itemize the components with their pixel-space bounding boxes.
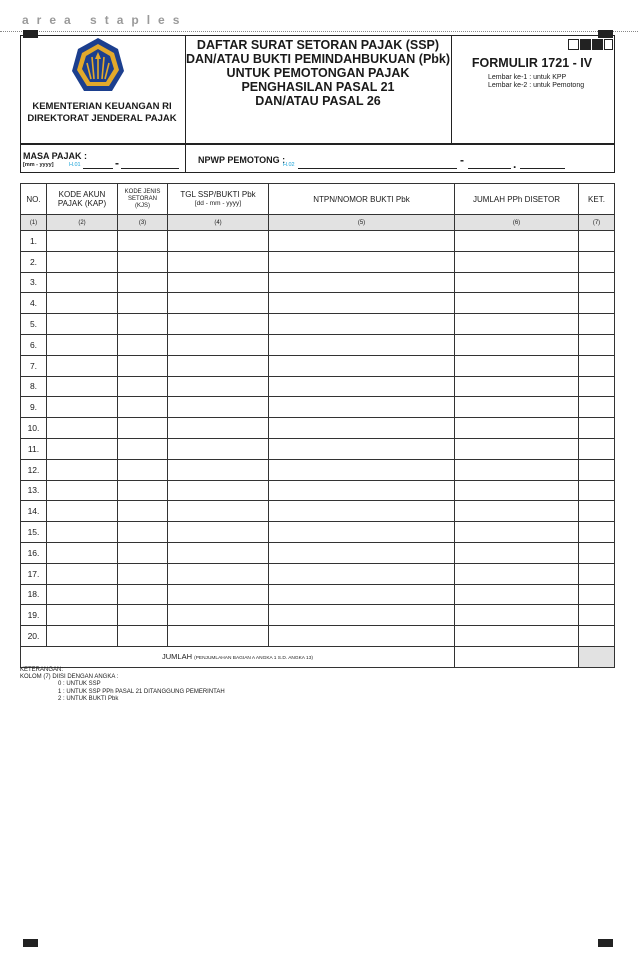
- ket-cell[interactable]: [579, 231, 615, 252]
- kjs-cell[interactable]: [118, 293, 168, 314]
- column-number: (3): [118, 215, 168, 231]
- ket-cell[interactable]: [579, 397, 615, 418]
- col-header-no: NO.: [21, 184, 47, 215]
- row-number: 15.: [21, 522, 47, 543]
- form-square-filled-icon: [580, 39, 591, 50]
- ssp-table: [20, 183, 615, 668]
- registration-mark: [23, 939, 38, 947]
- jumlah-cell[interactable]: [455, 542, 579, 563]
- jumlah-cell[interactable]: [455, 231, 579, 252]
- ntpn-cell[interactable]: [269, 480, 455, 501]
- kap-cell[interactable]: [47, 314, 118, 335]
- ministry-name: [20, 101, 184, 125]
- kap-cell[interactable]: [47, 418, 118, 439]
- ntpn-cell[interactable]: [269, 355, 455, 376]
- ntpn-cell[interactable]: [269, 605, 455, 626]
- table-row: [21, 355, 615, 376]
- column-number: (2): [47, 215, 118, 231]
- masa-month-field[interactable]: [83, 168, 113, 169]
- tgl-cell[interactable]: [168, 542, 269, 563]
- jumlah-cell[interactable]: [455, 438, 579, 459]
- tgl-cell[interactable]: [168, 272, 269, 293]
- jumlah-cell[interactable]: [455, 563, 579, 584]
- table-row: [21, 293, 615, 314]
- registration-mark: [598, 939, 613, 947]
- row-number: 20.: [21, 626, 47, 647]
- column-number-row: [21, 215, 615, 231]
- table-row: [21, 501, 615, 522]
- lembar-line: Lembar ke-2 : untuk Pemotong: [488, 82, 585, 89]
- ket-cell[interactable]: [579, 522, 615, 543]
- table-row: [21, 397, 615, 418]
- row-number: 16.: [21, 542, 47, 563]
- ntpn-cell[interactable]: [269, 314, 455, 335]
- table-row: [21, 480, 615, 501]
- kjs-cell[interactable]: [118, 584, 168, 605]
- kap-cell[interactable]: [47, 293, 118, 314]
- tgl-cell[interactable]: [168, 355, 269, 376]
- masa-pajak-label: MASA PAJAK :: [23, 151, 88, 161]
- ket-cell[interactable]: [579, 542, 615, 563]
- ministry-line2: DIREKTORAT JENDERAL PAJAK: [27, 113, 177, 124]
- kap-cell[interactable]: [47, 334, 118, 355]
- ntpn-cell[interactable]: [269, 626, 455, 647]
- title-line: DAFTAR SURAT SETORAN PAJAK (SSP): [196, 38, 440, 52]
- kjs-cell[interactable]: [118, 376, 168, 397]
- tgl-cell[interactable]: [168, 563, 269, 584]
- keterangan: [20, 667, 225, 703]
- npwp-code: H.02: [283, 162, 295, 168]
- ket-cell[interactable]: [579, 480, 615, 501]
- kap-cell[interactable]: [47, 231, 118, 252]
- kjs-cell[interactable]: [118, 480, 168, 501]
- column-number: (5): [269, 215, 455, 231]
- table-row: [21, 231, 615, 252]
- kap-cell[interactable]: [47, 251, 118, 272]
- ket-cell[interactable]: [579, 459, 615, 480]
- masa-pajak-format: [mm - yyyy]: [23, 162, 54, 168]
- kjs-cell[interactable]: [118, 522, 168, 543]
- tgl-cell[interactable]: [168, 522, 269, 543]
- tgl-cell[interactable]: [168, 293, 269, 314]
- npwp-main-field[interactable]: [298, 168, 457, 169]
- kjs-cell[interactable]: [118, 438, 168, 459]
- form-square-filled-icon: [592, 39, 603, 50]
- tgl-cell[interactable]: [168, 314, 269, 335]
- table-row: [21, 459, 615, 480]
- table-row: [21, 418, 615, 439]
- masa-year-field[interactable]: [121, 168, 179, 169]
- jumlah-ket-cell: [579, 646, 615, 667]
- jumlah-cell[interactable]: [455, 626, 579, 647]
- table-row: [21, 522, 615, 543]
- ket-cell[interactable]: [579, 501, 615, 522]
- jumlah-label: JUMLAH: [161, 652, 192, 662]
- tgl-cell[interactable]: [168, 438, 269, 459]
- table-row: [21, 626, 615, 647]
- tgl-cell[interactable]: [168, 376, 269, 397]
- kap-cell[interactable]: [47, 438, 118, 459]
- ntpn-cell[interactable]: [269, 418, 455, 439]
- kjs-cell[interactable]: [118, 418, 168, 439]
- column-number: (1): [21, 215, 47, 231]
- ntpn-cell[interactable]: [269, 584, 455, 605]
- tgl-cell[interactable]: [168, 605, 269, 626]
- tgl-cell[interactable]: [168, 459, 269, 480]
- tgl-cell[interactable]: [168, 251, 269, 272]
- col-header-tgl: [168, 184, 269, 215]
- ministry-emblem-icon: [68, 37, 128, 95]
- table-row: [21, 542, 615, 563]
- jumlah-cell[interactable]: [455, 397, 579, 418]
- ntpn-cell[interactable]: [269, 397, 455, 418]
- keterangan-item: 2 : UNTUK BUKTI Pbk: [58, 695, 119, 702]
- ket-cell[interactable]: [579, 626, 615, 647]
- tgl-cell[interactable]: [168, 626, 269, 647]
- tgl-cell[interactable]: [168, 334, 269, 355]
- tgl-cell[interactable]: [168, 501, 269, 522]
- ket-cell[interactable]: [579, 293, 615, 314]
- title-line: UNTUK PEMOTONGAN PAJAK: [226, 66, 410, 80]
- keterangan-line: KOLOM (7) DIISI DENGAN ANGKA :: [20, 674, 119, 681]
- col-header-kjs: KODE JENIS SETORAN (KJS): [118, 184, 168, 215]
- ket-cell[interactable]: [579, 314, 615, 335]
- kap-cell[interactable]: [47, 376, 118, 397]
- ket-cell[interactable]: [579, 438, 615, 459]
- col-header-kap: KODE AKUN PAJAK (KAP): [47, 184, 118, 215]
- column-number: (4): [168, 215, 269, 231]
- jumlah-cell[interactable]: [455, 418, 579, 439]
- jumlah-cell[interactable]: [455, 480, 579, 501]
- ket-cell[interactable]: [579, 584, 615, 605]
- jumlah-cell[interactable]: [455, 314, 579, 335]
- col-header-jumlah: JUMLAH PPh DISETOR: [455, 184, 579, 215]
- ntpn-cell[interactable]: [269, 293, 455, 314]
- ket-cell[interactable]: [579, 272, 615, 293]
- jumlah-cell[interactable]: [455, 459, 579, 480]
- ntpn-cell[interactable]: [269, 522, 455, 543]
- table-row: [21, 584, 615, 605]
- ntpn-cell[interactable]: [269, 459, 455, 480]
- row-number: 17.: [21, 563, 47, 584]
- form-square-icon: [568, 39, 579, 50]
- row-number: 13.: [21, 480, 47, 501]
- row-number: 8.: [21, 376, 47, 397]
- jumlah-cell[interactable]: [455, 355, 579, 376]
- kap-cell[interactable]: [47, 459, 118, 480]
- table-header-row: [21, 184, 615, 215]
- kap-cell[interactable]: [47, 355, 118, 376]
- tgl-cell[interactable]: [168, 480, 269, 501]
- jumlah-cell[interactable]: [455, 605, 579, 626]
- jumlah-cell[interactable]: [455, 334, 579, 355]
- kjs-cell[interactable]: [118, 626, 168, 647]
- ntpn-cell[interactable]: [269, 334, 455, 355]
- ntpn-cell[interactable]: [269, 251, 455, 272]
- ntpn-cell[interactable]: [269, 231, 455, 252]
- masa-separator: -: [115, 156, 119, 170]
- ket-cell[interactable]: [579, 418, 615, 439]
- row-number: 2.: [21, 251, 47, 272]
- kjs-cell[interactable]: [118, 605, 168, 626]
- lembar-line: Lembar ke-1 : untuk KPP: [488, 74, 567, 81]
- title-line: PENGHASILAN PASAL 21: [241, 80, 395, 94]
- kap-cell[interactable]: [47, 522, 118, 543]
- form-title: [185, 38, 451, 108]
- col-header-ket: KET.: [579, 184, 615, 215]
- kjs-cell[interactable]: [118, 542, 168, 563]
- jumlah-label-cell: [21, 646, 455, 667]
- row-number: 7.: [21, 355, 47, 376]
- jumlah-cell[interactable]: [455, 293, 579, 314]
- col-header-ntpn: NTPN/NOMOR BUKTI Pbk: [269, 184, 455, 215]
- ket-cell[interactable]: [579, 334, 615, 355]
- kjs-cell[interactable]: [118, 272, 168, 293]
- lembar-info: [488, 74, 584, 90]
- ntpn-cell[interactable]: [269, 438, 455, 459]
- ket-cell[interactable]: [579, 563, 615, 584]
- npwp-label: NPWP PEMOTONG :: [198, 155, 286, 165]
- row-number: 14.: [21, 501, 47, 522]
- kap-cell[interactable]: [47, 397, 118, 418]
- table-row: [21, 563, 615, 584]
- jumlah-row: [21, 646, 615, 667]
- row-number: 19.: [21, 605, 47, 626]
- title-line: DAN/ATAU PASAL 26: [255, 94, 381, 108]
- npwp-separator: .: [513, 157, 517, 171]
- kjs-cell[interactable]: [118, 459, 168, 480]
- column-number: (7): [579, 215, 615, 231]
- jumlah-total-cell[interactable]: [455, 646, 579, 667]
- tgl-cell[interactable]: [168, 584, 269, 605]
- ntpn-cell[interactable]: [269, 272, 455, 293]
- tgl-cell[interactable]: [168, 418, 269, 439]
- col-header-tgl-format: [dd - mm - yyyy]: [194, 200, 242, 207]
- jumlah-cell[interactable]: [455, 584, 579, 605]
- kjs-cell[interactable]: [118, 334, 168, 355]
- npwp-separator: -: [460, 153, 464, 167]
- table-row: [21, 334, 615, 355]
- npwp-kpp-field[interactable]: [468, 168, 511, 169]
- keterangan-item: 0 : UNTUK SSP: [58, 681, 101, 688]
- kap-cell[interactable]: [47, 584, 118, 605]
- row-number: 1.: [21, 231, 47, 252]
- kjs-cell[interactable]: [118, 251, 168, 272]
- kap-cell[interactable]: [47, 542, 118, 563]
- ket-cell[interactable]: [579, 605, 615, 626]
- kap-cell[interactable]: [47, 605, 118, 626]
- table-row: [21, 376, 615, 397]
- kjs-cell[interactable]: [118, 355, 168, 376]
- table-row: [21, 605, 615, 626]
- ket-cell[interactable]: [579, 355, 615, 376]
- keterangan-item: 1 : UNTUK SSP PPh PASAL 21 DITANGGUNG PEMERINTAH: [58, 688, 225, 695]
- jumlah-cell[interactable]: [455, 272, 579, 293]
- form-square-icon: [604, 39, 613, 50]
- kjs-cell[interactable]: [118, 501, 168, 522]
- ministry-line1: KEMENTERIAN KEUANGAN RI: [32, 101, 172, 112]
- kap-cell[interactable]: [47, 480, 118, 501]
- row-number: 18.: [21, 584, 47, 605]
- kjs-cell[interactable]: [118, 563, 168, 584]
- jumlah-cell[interactable]: [455, 501, 579, 522]
- kjs-cell[interactable]: [118, 231, 168, 252]
- ket-cell[interactable]: [579, 376, 615, 397]
- jumlah-note: (PENJUMLAHAN BAGIAN A ANGKA 1 S.D. ANGKA 13): [194, 656, 313, 662]
- kjs-cell[interactable]: [118, 397, 168, 418]
- column-number: (6): [455, 215, 579, 231]
- masa-pajak-code: H.01: [69, 162, 81, 168]
- table-row: [21, 438, 615, 459]
- row-number: 11.: [21, 438, 47, 459]
- row-number: 12.: [21, 459, 47, 480]
- title-line: DAN/ATAU BUKTI PEMINDAHBUKUAN (Pbk): [185, 52, 451, 66]
- col-header-tgl-label: TGL SSP/BUKTI Pbk: [180, 190, 256, 199]
- tgl-cell[interactable]: [168, 231, 269, 252]
- ket-cell[interactable]: [579, 251, 615, 272]
- row-number: 3.: [21, 272, 47, 293]
- ntpn-cell[interactable]: [269, 563, 455, 584]
- form-number: FORMULIR 1721 - IV: [471, 56, 593, 70]
- npwp-branch-field[interactable]: [520, 168, 565, 169]
- tgl-cell[interactable]: [168, 397, 269, 418]
- area-staples-label: area staples: [22, 13, 188, 27]
- kjs-cell[interactable]: [118, 314, 168, 335]
- row-number: 5.: [21, 314, 47, 335]
- jumlah-cell[interactable]: [455, 251, 579, 272]
- row-number: 4.: [21, 293, 47, 314]
- ntpn-cell[interactable]: [269, 376, 455, 397]
- kap-cell[interactable]: [47, 272, 118, 293]
- ntpn-cell[interactable]: [269, 542, 455, 563]
- table-row: [21, 251, 615, 272]
- row-number: 9.: [21, 397, 47, 418]
- kap-cell[interactable]: [47, 563, 118, 584]
- staple-dotted-line: [0, 31, 638, 32]
- row-number: 10.: [21, 418, 47, 439]
- table-row: [21, 314, 615, 335]
- jumlah-cell[interactable]: [455, 522, 579, 543]
- ntpn-cell[interactable]: [269, 501, 455, 522]
- kap-cell[interactable]: [47, 626, 118, 647]
- jumlah-cell[interactable]: [455, 376, 579, 397]
- row-number: 6.: [21, 334, 47, 355]
- table-row: [21, 272, 615, 293]
- keterangan-title: KETERANGAN:: [20, 667, 64, 673]
- kap-cell[interactable]: [47, 501, 118, 522]
